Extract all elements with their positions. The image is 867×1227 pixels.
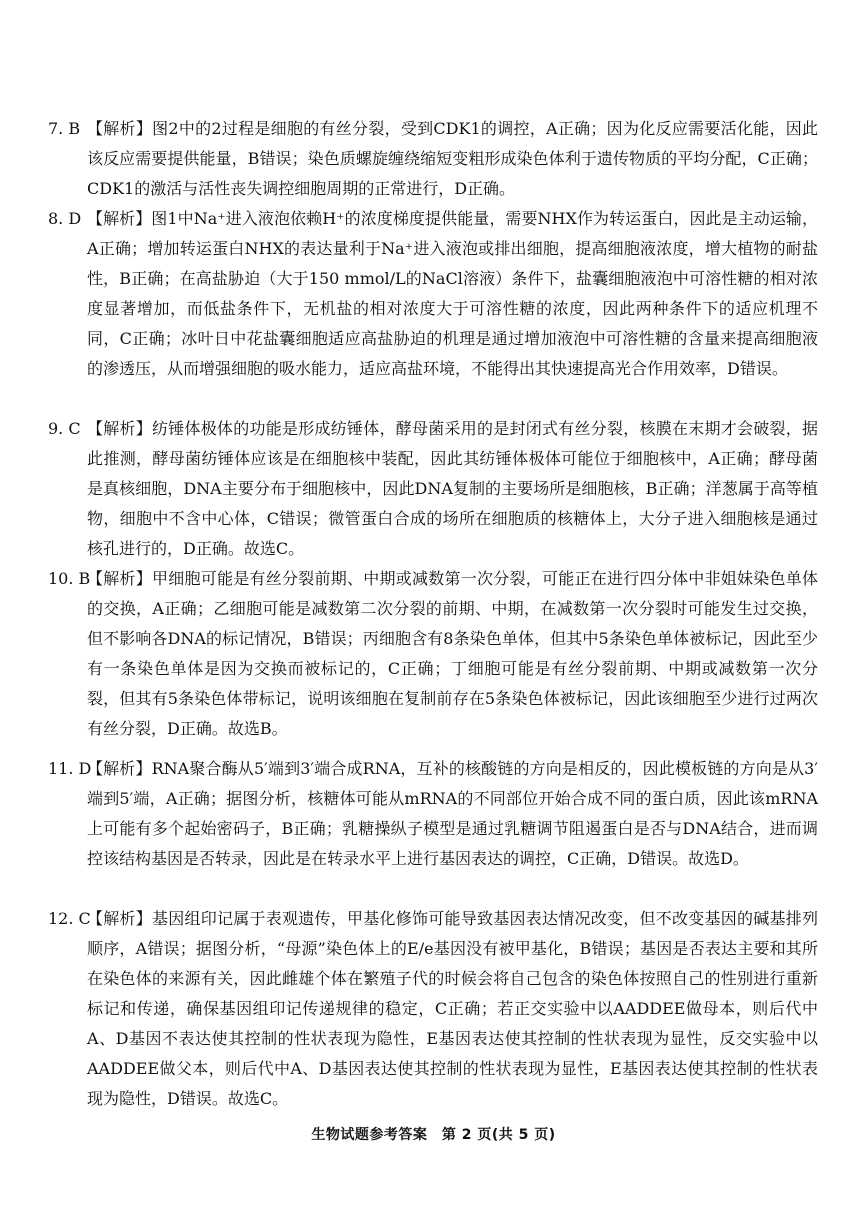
answer-explanation: 【解析】图1中Na⁺进入液泡依赖H⁺的浓度梯度提供能量，需要NHX作为转运蛋白，因此是主动运输，A正确；增加转运蛋白NHX的表达量利于Na⁺进入液泡或排出细胞，提高细胞液浓度，增大植物的耐盐性，B正确；在高盐胁迫（大于150 mmol/L的NaCl溶液）条件下，盐囊细胞液泡中可溶性糖的相对浓度显著增加，而低盐条件下，无机盐的相对浓度大于可溶性糖的浓度，因此两种条件下的适应机理不同，C正确；冰叶日中花盐囊细胞适应高盐胁迫的机理是通过增加液泡中可溶性糖的含量来提高细胞液的渗透压，从而增强细胞的吸水能力，适应高盐环境，不能得出其快速提高光合作用效率，D错误。	[87, 209, 818, 378]
answer-item-7	[48, 114, 818, 204]
answer-number: 8. D	[48, 209, 82, 228]
answer-explanation: 【解析】图2中的2过程是细胞的有丝分裂，受到CDK1的调控，A正确；因为化反应需要活化能，因此该反应需要提供能量，B错误；染色质螺旋缠绕缩短变粗形成染色体利于遗传物质的平均分配，C正确；CDK1的激活与活性丧失调控细胞周期的正常进行，D正确。	[87, 119, 818, 198]
answer-number: 7. B	[48, 119, 81, 138]
answer-number: 10. B	[48, 569, 91, 588]
answer-explanation: 【解析】RNA聚合酶从5′端到3′端合成RNA，互补的核酸链的方向是相反的，因此模板链的方向是从3′端到5′端，A正确；据图分析，核糖体可能从mRNA的不同部位开始合成不同的蛋白质，因此该mRNA上可能有多个起始密码子，B正确；乳糖操纵子模型是通过乳糖调节阻遏蛋白是否与DNA结合，进而调控该结构基因是否转录，因此是在转录水平上进行基因表达的调控，C正确，D错误。故选D。	[87, 759, 818, 868]
answer-item-11	[48, 754, 818, 874]
answer-item-8	[48, 204, 818, 384]
answer-number: 12. C	[48, 909, 91, 928]
page-footer: 生物试题参考答案 第 2 页(共 5 页)	[311, 1127, 556, 1143]
answer-number: 11. D	[48, 759, 92, 778]
answer-explanation: 【解析】甲细胞可能是有丝分裂前期、中期或减数第一次分裂，可能正在进行四分体中非姐妹染色单体的交换，A正确；乙细胞可能是减数第二次分裂的前期、中期，在减数第一次分裂时可能发生过交换，但不影响各DNA的标记情况，B错误；丙细胞含有8条染色单体，但其中5条染色单体被标记，因此至少有一条染色单体是因为交换而被标记的，C正确；丁细胞可能是有丝分裂前期、中期或减数第一次分裂，但其有5条染色体带标记，说明该细胞在复制前存在5条染色体被标记，因此该细胞至少进行过两次有丝分裂，D正确。故选B。	[87, 569, 818, 738]
answer-number: 9. C	[48, 419, 81, 438]
answer-item-10	[48, 564, 818, 744]
answer-explanation: 【解析】基因组印记属于表观遗传，甲基化修饰可能导致基因表达情况改变，但不改变基因的碱基排列顺序，A错误；据图分析，“母源”染色体上的E/e基因没有被甲基化，B错误；基因是否表达主要和其所在染色体的来源有关，因此雌雄个体在繁殖子代的时候会将自己包含的染色体按照自己的性别进行重新标记和传递，确保基因组印记传递规律的稳定，C正确；若正交实验中以AADDEE做母本，则后代中A、D基因不表达使其控制的性状表现为隐性，E基因表达使其控制的性状表现为显性，反交实验中以AADDEE做父本，则后代中A、D基因表达使其控制的性状表现为显性，E基因表达使其控制的性状表现为隐性，D错误。故选C。	[87, 909, 818, 1108]
answer-item-9	[48, 414, 818, 564]
answer-explanation: 【解析】纺锤体极体的功能是形成纺锤体，酵母菌采用的是封闭式有丝分裂，核膜在末期才会破裂，据此推测，酵母菌纺锤体应该是在细胞核中装配，因此其纺锤体极体可能位于细胞核中，A正确；酵母菌是真核细胞，DNA主要分布于细胞核中，因此DNA复制的主要场所是细胞核，B正确；洋葱属于高等植物，细胞中不含中心体，C错误；微管蛋白合成的场所在细胞质的核糖体上，大分子进入细胞核是通过核孔进行的，D正确。故选C。	[87, 419, 818, 558]
answer-item-12	[48, 904, 818, 1114]
